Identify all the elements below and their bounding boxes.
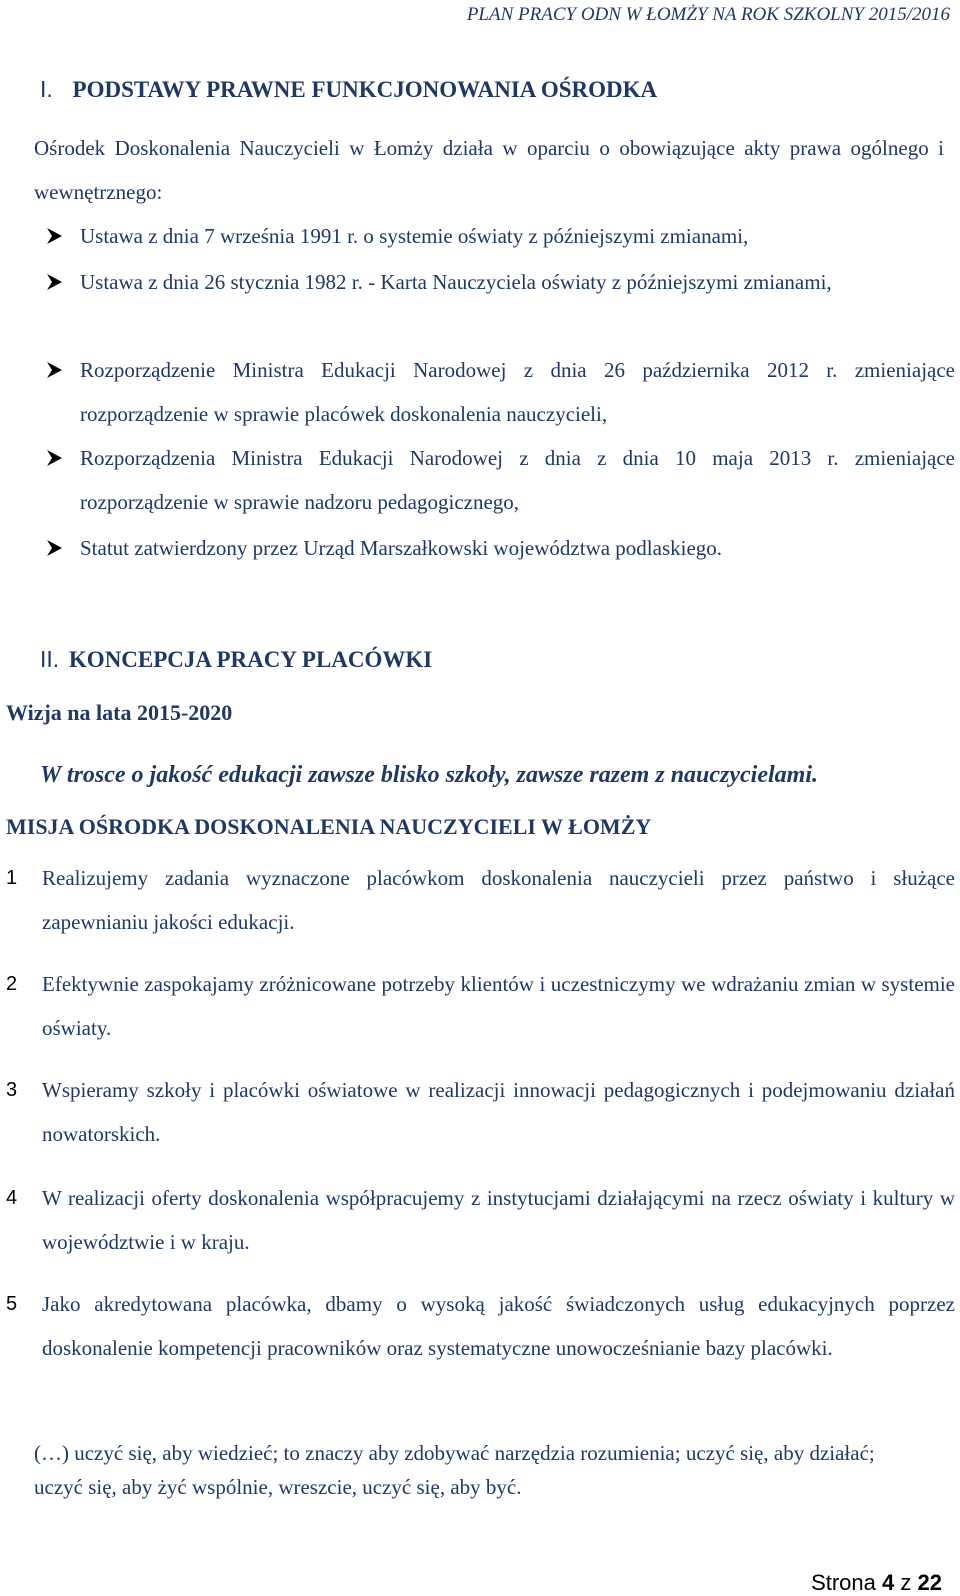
arrow-bullet-icon: [44, 526, 66, 570]
arrow-bullet-icon: [44, 260, 66, 304]
legal-bullet-1: [44, 214, 955, 258]
section-2-number: II.: [40, 646, 60, 672]
legal-bullet-text: Statut zatwierdzony przez Urząd Marszałkowski województwa podlaskiego.: [80, 536, 723, 560]
mission-item-number: 4: [6, 1187, 18, 1209]
section-1-title: PODSTAWY PRAWNE FUNKCJONOWANIA OŚRODKA: [72, 77, 658, 102]
legal-bullet-text: Ustawa z dnia 7 września 1991 r. o systemie oświaty z późniejszymi zmianami,: [80, 224, 749, 248]
mission-item-2: [6, 962, 955, 1050]
legal-bullet-5: [44, 526, 955, 570]
legal-bullet-text: Rozporządzenia Ministra Edukacji Narodowej z dnia z dnia 10 maja 2013 r. zmieniające rozporządzenie w sprawie nadzoru pedagogicznego,: [80, 446, 955, 514]
mission-item-4: [6, 1176, 955, 1264]
section-2-title: KONCEPCJA PRACY PLACÓWKI: [68, 647, 433, 672]
mission-item-text: Efektywnie zaspokajamy zróżnicowane potrzeby klientów i uczestniczymy we wdrażaniu zmian w systemie oświaty.: [42, 972, 955, 1040]
mission-item-text: Jako akredytowana placówka, dbamy o wysoką jakość świadczonych usług edukacyjnych poprzez doskonalenie kompetencji pracowników oraz systematyczne unowocześnianie bazy placówki.: [42, 1292, 955, 1360]
mission-item-number: 1: [6, 867, 18, 889]
vision-heading: Wizja na lata 2015-2020: [6, 700, 233, 725]
section-1-intro: Ośrodek Doskonalenia Nauczycieli w Łomży działa w oparciu o obowiązujące akty prawa ogólnego i wewnętrznego:: [34, 136, 944, 204]
mission-item-number: 3: [6, 1079, 18, 1101]
arrow-bullet-icon: [44, 348, 66, 392]
mission-item-5: [6, 1282, 955, 1370]
legal-bullet-text: Rozporządzenie Ministra Edukacji Narodowej z dnia 26 października 2012 r. zmieniające rozporządzenie w sprawie placówek doskonalenia nauczycieli,: [80, 358, 955, 426]
running-header: PLAN PRACY ODN W ŁOMŻY NA ROK SZKOLNY 2015/2016: [466, 4, 950, 25]
current-page: 4: [882, 1570, 895, 1595]
mission-heading: MISJA OŚRODKA DOSKONALENIA NAUCZYCIELI W ŁOMŻY: [6, 814, 652, 839]
section-1-number: I.: [40, 76, 53, 102]
section-2-heading: [40, 646, 432, 673]
section-1-heading: [40, 76, 657, 103]
arrow-bullet-icon: [44, 214, 66, 258]
legal-bullet-2: [44, 260, 955, 304]
closing-quote: (…) uczyć się, aby wiedzieć; to znaczy aby zdobywać narzędzia rozumienia; uczyć się, aby działać; uczyć się, aby żyć wspólnie, wreszcie, uczyć się, aby być.: [34, 1441, 875, 1499]
mission-item-3: [6, 1068, 955, 1156]
page-label: Strona: [811, 1570, 876, 1595]
legal-bullet-4: [44, 436, 955, 524]
mission-item-number: 5: [6, 1293, 18, 1315]
legal-bullet-text: Ustawa z dnia 26 stycznia 1982 r. - Karta Nauczyciela oświaty z późniejszymi zmianami,: [80, 270, 832, 294]
legal-bullet-3: [44, 348, 955, 436]
mission-item-text: Realizujemy zadania wyznaczone placówkom doskonalenia nauczycieli przez państwo i służące zapewnianiu jakości edukacji.: [42, 866, 955, 934]
arrow-bullet-icon: [44, 436, 66, 480]
mission-item-text: Wspieramy szkoły i placówki oświatowe w realizacji innowacji pedagogicznych i podejmowaniu działań nowatorskich.: [42, 1078, 955, 1146]
page-of-label: z: [900, 1570, 912, 1595]
total-pages: 22: [917, 1570, 942, 1595]
mission-item-number: 2: [6, 973, 18, 995]
vision-motto: W trosce o jakość edukacji zawsze blisko szkoły, zawsze razem z nauczycielami.: [40, 762, 819, 788]
mission-item-text: W realizacji oferty doskonalenia współpracujemy z instytucjami działającymi na rzecz oświaty i kultury w województwie i w kraju.: [42, 1186, 955, 1254]
mission-item-1: [6, 856, 955, 944]
page-number: [811, 1570, 942, 1596]
